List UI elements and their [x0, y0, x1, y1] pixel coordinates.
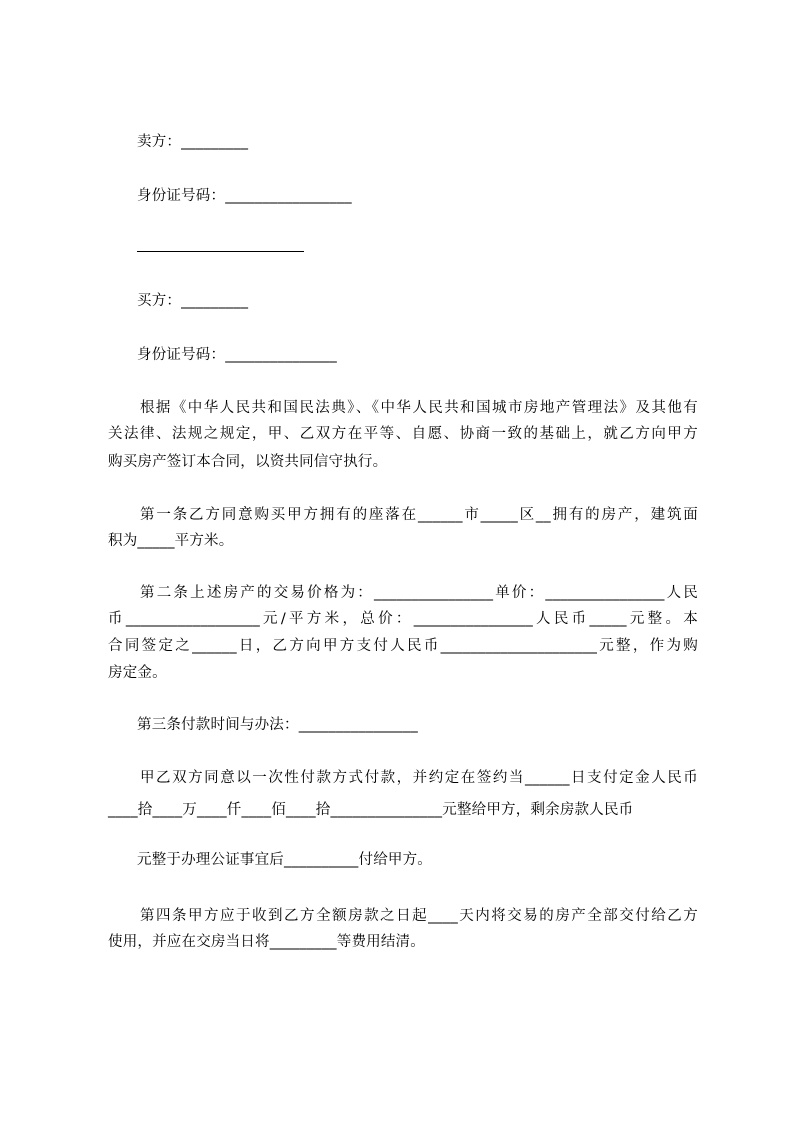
article2-line-2: 币__________________元/平方米，总价：________________人民币_____元整。本: [108, 611, 698, 627]
seller-line: 卖方：_________: [137, 134, 249, 150]
payment-line-3: 元整于办理公证事宜后__________付给甲方。: [137, 852, 432, 868]
article4-line-2: 使用，并应在交房当日将_________等费用结清。: [108, 934, 425, 950]
blank-line: [137, 251, 304, 252]
payment-line-2: ____拾____万____仟____佰____拾_______________元整给甲方，剩余房款人民币: [108, 802, 634, 818]
intro-line-1: 根据《中华人民共和国民法典》、《中华人民共和国城市房地产管理法》及其他有: [140, 400, 698, 416]
buyer-line: 买方：_________: [137, 293, 249, 309]
payment-line-1: 甲乙双方同意以一次性付款方式付款，并约定在签约当______日支付定金人民币: [140, 770, 698, 786]
intro-line-2: 关法律、法规之规定，甲、乙双方在平等、自愿、协商一致的基础上，就乙方向甲方: [108, 426, 698, 442]
article2-line-1: 第二条上述房产的交易价格为：________________单价：________________人民: [140, 585, 698, 601]
article1-line-1: 第一条乙方同意购买甲方拥有的座落在______市_____区__拥有的房产，建筑面: [140, 507, 698, 523]
article2-line-3: 合同签定之______日，乙方向甲方支付人民币_____________________元整，作为购: [108, 638, 698, 654]
buyer-id-line: 身份证号码：_______________: [137, 347, 337, 363]
seller-id-line: 身份证号码：_________________: [137, 188, 352, 204]
article1-line-2: 积为_____平方米。: [108, 533, 234, 549]
article2-line-4: 房定金。: [108, 665, 167, 681]
article4-line-1: 第四条甲方应于收到乙方全额房款之日起____天内将交易的房产全部交付给乙方: [140, 908, 698, 924]
article3-line-1: 第三条付款时间与办法：________________: [137, 717, 418, 733]
intro-line-3: 购买房产签订本合同，以资共同信守执行。: [108, 454, 388, 470]
